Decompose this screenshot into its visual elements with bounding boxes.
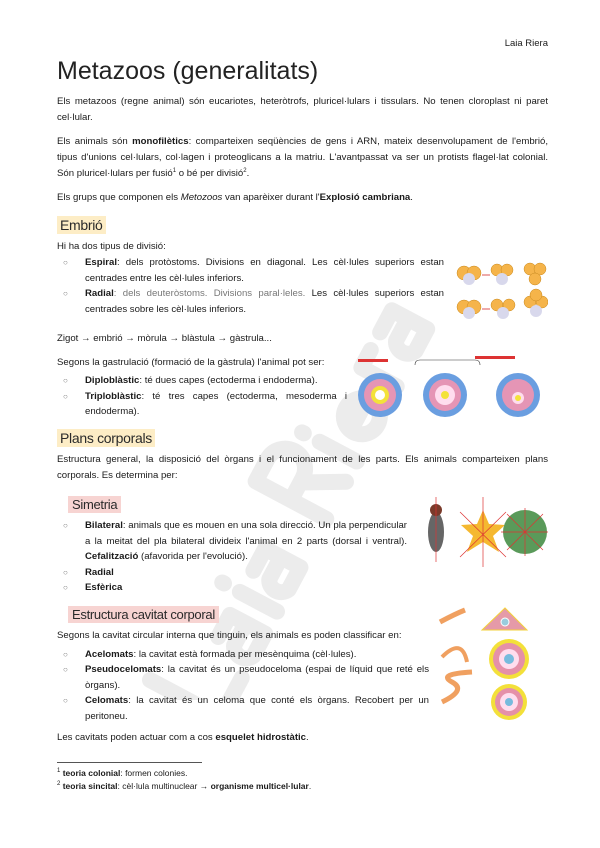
list-item-bilateral: ○ Bilateral: animals que es mouen en una sola direcció. Un pla perpendicular a la meitat del pla bilateral divideix l'animal en 2 parts (dorsal i ventral). Cefalització (afavorida per l'evolució). [63,520,407,562]
symmetry-list [57,518,548,596]
heading-embrio: Embrió [57,216,106,234]
cavitat-lead: Segons la cavitat circular interna que tinguin, els animals es poden classificar en: [57,629,402,641]
bullet-icon: ○ [63,649,68,659]
bullet-icon: ○ [63,289,68,298]
list-item-espiral: ○ Espiral: dels protòstoms. Divisions en diagonal. Les cèl·lules superiors estan centrades entre les cèl·lules inferiors. [63,257,444,284]
bullet-icon: ○ [63,521,68,530]
bullet-icon: ○ [63,391,68,401]
page-title: Metazoos (generalitats) [57,57,319,85]
heading-simetria: Simetria [68,496,121,513]
intro-paragraph-2: Els animals són monofilètics: comparteixen seqüències de gens i ARN, mateix desenvolupament de l'embrió, tipus d'unions cel·lulars, col·lagen i proteoglicans a la matriu. L'avantpassat va ser un protists flagel·lat colonial. Són pluricel·lulars per fusió$^1$ o bé per divisió$^2$. [57,136,548,179]
intro-paragraph-3: Els grups que componen els Metozoos van aparèixer durant l'Explosió cambriana. [57,192,413,203]
gastrulation-list [57,373,548,420]
list-item-celomats: ○ Celomats: la cavitat és un celoma que conté els òrgans. Recobert per un peritoneu. [63,695,429,722]
cavitat-closing: Les cavitats poden actuar com a cos esquelet hidrostàtic. [57,732,309,743]
list-item-pseudocelomats: ○ Pseudocelomats: la cavitat és un pseudoceloma (espai de líquid que reté els òrgans). [63,664,429,691]
bullet-icon: ○ [63,567,68,577]
development-sequence: Zigot → embrió → mòrula → blàstula → gàstrula... [57,333,272,344]
bullet-icon: ○ [63,258,68,267]
list-item-radial-symmetry: ○ Radial [85,565,548,581]
list-item-radial: ○ Radial: dels deuteròstoms. Divisions paral·leles. Les cèl·lules superiors estan centrades sobre les cèl·lules inferiors. [63,288,445,315]
bullet-icon: ○ [63,583,68,592]
heading-cavitat-corporal: Estructura cavitat corporal [68,606,219,623]
list-item-triploblastic: ○ Triploblàstic: té tres capes (ectoderma, mesoderma i endoderma). [63,390,347,417]
division-lead: Hi ha dos tipus de divisió: [57,241,166,252]
plans-paragraph: Estructura general, la disposició del òrgans i el funcionament de les parts. Els animals comparteixen plans corporals. Es determina per: [57,454,548,481]
intro-paragraph-1: Els metazoos (regne animal) són eucariotes, heteròtrofs, pluricel·lulars i tissulars. No tenen cloroplast ni paret cel·lular. [57,96,548,123]
division-list [57,255,548,317]
bullet-icon: ○ [63,376,68,385]
cavity-list [57,647,548,725]
footnote-1: $^1$ teoria colonial: formen colonies. [57,768,188,778]
bullet-icon: ○ [63,696,68,705]
bullet-icon: ○ [63,665,68,674]
list-item-spherical: ○ Esfèrica [85,580,548,596]
list-item-acelomats: ○ Acelomats: la cavitat està formada per mesènquima (cèl·lules). [85,647,548,663]
footnote-divider [57,762,202,763]
heading-plans-corporals: Plans corporals [57,429,155,447]
footnote-2: $^2$ teoria sincital: cèl·lula multinuclear → organisme multicel·lular. [57,781,312,791]
list-item-diploblastic: ○ Diploblàstic: té dues capes (ectoderma i endoderma). [85,373,548,389]
gastrulation-lead: Segons la gastrulació (formació de la gàstrula) l'animal pot ser: [57,357,325,368]
page-header-author: Laia Riera [504,38,548,49]
